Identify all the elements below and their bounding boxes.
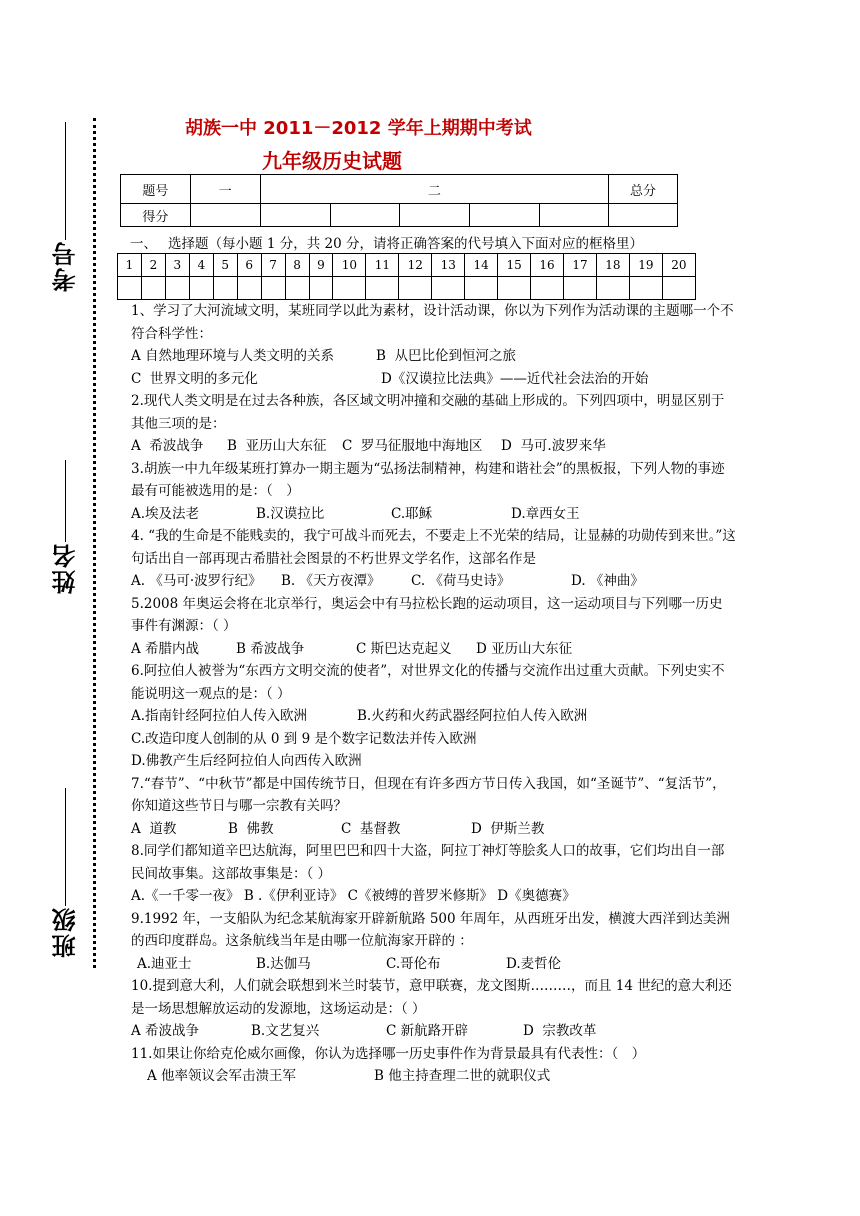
- answer-input-cell[interactable]: [141, 277, 165, 300]
- option-text[interactable]: B. 《天方夜潭》: [281, 573, 381, 589]
- question-stem: 7.“春节”、“中秋节”都是中国传统节日，但现在有许多西方节日传入我国，如“圣诞节”、“复活节”，你知道这些节日与哪一宗教有关吗？: [131, 775, 726, 814]
- question-stem: 8.同学们都知道辛巴达航海，阿里巴巴和四十大盗，阿拉丁神灯等脍炙人口的故事，它们均出自一部民间故事集。这部故事集是：（ ）: [131, 843, 725, 882]
- option-row: [131, 638, 736, 661]
- score-row-label: 得分: [121, 204, 191, 227]
- answer-input-cell[interactable]: [285, 277, 309, 300]
- option-text[interactable]: D 伊斯兰教: [471, 820, 545, 837]
- option-text[interactable]: D.章西女王: [511, 505, 580, 522]
- question-stem: 6.阿拉伯人被誉为“东西方文明交流的使者”，对世界文化的传播与交流作出过重大贡献。下列史实不能说明这一观点的是：（ ）: [131, 663, 725, 702]
- answer-number-cell: 12: [399, 254, 432, 277]
- answer-input-cell[interactable]: [189, 277, 213, 300]
- option-text[interactable]: B 亚历山大东征: [227, 438, 327, 454]
- answer-input-cell[interactable]: [213, 277, 237, 300]
- answer-input-cell[interactable]: [564, 277, 597, 300]
- answer-input-cell[interactable]: [629, 277, 662, 300]
- option-text[interactable]: D《汉谟拉比法典》——近代社会法治的开始: [381, 370, 649, 387]
- question-item: [131, 773, 736, 841]
- option-text[interactable]: A 他率领议会军击溃王军: [147, 1068, 297, 1084]
- answer-input-cell[interactable]: [399, 277, 432, 300]
- option-text[interactable]: D.佛教产生后经阿拉伯人向西传入欧洲: [131, 753, 362, 769]
- question-stem: 11.如果让你给克伦威尔画像，你认为选择哪一历史事件作为背景最具有代表性：（ ）: [131, 1045, 646, 1062]
- option-row: [131, 750, 736, 773]
- question-item: [131, 660, 736, 773]
- answer-input-cell[interactable]: [118, 277, 142, 300]
- answer-grid: [117, 253, 696, 300]
- answer-input-cell[interactable]: [333, 277, 366, 300]
- answer-number-cell: 6: [237, 254, 261, 277]
- option-text[interactable]: A 自然地理环境与人类文明的关系: [131, 348, 335, 364]
- option-text[interactable]: C 新航路开辟: [386, 1023, 469, 1039]
- exam-no-field: [40, 122, 90, 292]
- question-stem: 1、学习了大河流域文明，某班同学以此为素材，设计活动课，你以为下列作为活动课的主题哪一个不符合科学性：: [131, 303, 734, 342]
- option-text[interactable]: B.火药和火药武器经阿拉伯人传入欧洲: [357, 708, 588, 724]
- answer-number-cell: 1: [118, 254, 142, 277]
- question-item: [131, 840, 736, 908]
- option-text[interactable]: B.汉谟拉比: [256, 505, 325, 522]
- option-text[interactable]: B.文艺复兴: [251, 1023, 320, 1039]
- question-item: [131, 1043, 736, 1088]
- answer-number-cell: 4: [189, 254, 213, 277]
- answer-input-cell[interactable]: [261, 277, 285, 300]
- question-stem: 5.2008 年奥运会将在北京举行，奥运会中有马拉松长跑的运动项目，这一运动项目与下列哪一历史事件有渊源：（ ）: [131, 595, 723, 634]
- answer-input-cell[interactable]: [498, 277, 531, 300]
- question-item: [131, 593, 736, 661]
- option-row: [131, 435, 736, 458]
- score-cell[interactable]: [540, 204, 609, 227]
- score-table: [120, 174, 678, 227]
- answer-number-cell: 18: [596, 254, 629, 277]
- option-text[interactable]: A 希腊内战: [131, 640, 200, 657]
- option-text[interactable]: A.《一千零一夜》 B .《伊利亚诗》 C《被缚的普罗米修斯》 D《奥德赛》: [131, 888, 576, 904]
- name-label: 姓名: [51, 542, 80, 594]
- score-header-section2: 二: [260, 175, 608, 204]
- option-row: [131, 503, 736, 526]
- score-header-label: 题号: [121, 175, 191, 204]
- answer-number-cell: 11: [366, 254, 399, 277]
- exam-subtitle: 九年级历史试题: [262, 149, 402, 173]
- option-text[interactable]: D 宗教改革: [523, 1023, 597, 1039]
- answer-input-cell[interactable]: [366, 277, 399, 300]
- exam-title: 胡族一中 2011－2012 学年上期期中考试: [185, 118, 532, 139]
- exam-no-blank-line: [65, 122, 66, 240]
- option-text[interactable]: C 斯巴达克起义: [356, 640, 452, 657]
- answer-number-cell: 2: [141, 254, 165, 277]
- score-cell[interactable]: [330, 204, 400, 227]
- name-blank-line: [65, 460, 66, 542]
- name-field: [40, 460, 90, 594]
- class-label: 班级: [51, 906, 80, 958]
- answer-input-cell[interactable]: [662, 277, 695, 300]
- option-text[interactable]: A.指南针经阿拉伯人传入欧洲: [131, 708, 308, 724]
- answer-input-cell[interactable]: [531, 277, 564, 300]
- option-text[interactable]: C.哥伦布: [386, 955, 441, 972]
- option-text[interactable]: D 马可.波罗来华: [501, 438, 606, 454]
- option-row: [131, 885, 736, 908]
- question-stem: 10.提到意大利，人们就会联想到米兰时装节，意甲联赛，龙文图斯………，而且 14 世纪的意大利还是一场思想解放运动的发源地，这场运动是：（ ）: [131, 978, 732, 1017]
- score-cell[interactable]: [470, 204, 540, 227]
- question-list: [131, 300, 736, 1088]
- option-row: [131, 953, 736, 976]
- option-text[interactable]: B 从巴比伦到恒河之旅: [376, 348, 517, 364]
- score-header-section1: 一: [190, 175, 260, 204]
- question-item: [131, 300, 736, 390]
- answer-input-cell[interactable]: [309, 277, 333, 300]
- answer-number-cell: 14: [465, 254, 498, 277]
- answer-number-cell: 17: [564, 254, 597, 277]
- question-item: [131, 390, 736, 458]
- option-row: [131, 728, 736, 751]
- answer-number-cell: 5: [213, 254, 237, 277]
- option-text[interactable]: C.耶稣: [391, 505, 433, 522]
- option-text[interactable]: D 亚历山大东征: [476, 640, 573, 657]
- answer-input-cell[interactable]: [165, 277, 189, 300]
- answer-number-cell: 8: [285, 254, 309, 277]
- answer-number-cell: 19: [629, 254, 662, 277]
- answer-number-cell: 16: [531, 254, 564, 277]
- option-text[interactable]: D.麦哲伦: [506, 955, 562, 972]
- answer-input-cell[interactable]: [237, 277, 261, 300]
- score-cell[interactable]: [190, 204, 260, 227]
- question-stem: 3.胡族一中九年级某班打算办一期主题为“弘扬法制精神，构建和谐社会”的黑板报，下列人物的事迹最有可能被选用的是：（ ）: [131, 460, 725, 499]
- option-text[interactable]: B.达伽马: [256, 955, 311, 972]
- answer-number-cell: 3: [165, 254, 189, 277]
- option-text[interactable]: C.改造印度人创制的从 0 到 9 是个数字记数法并传入欧洲: [131, 730, 477, 747]
- option-text[interactable]: D. 《神曲》: [571, 573, 644, 589]
- answer-blank-row: [118, 277, 696, 300]
- section1-heading: 一、 选择题（每小题 1 分，共 20 分，请将正确答案的代号填入下面对应的框格里）: [130, 236, 643, 252]
- question-stem: 9.1992 年，一支船队为纪念某航海家开辟新航路 500 年周年，从西班牙出发，横渡大西洋到达美洲的西印度群岛。这条航线当年是由哪一位航海家开辟的 ：: [131, 910, 730, 949]
- answer-number-cell: 13: [432, 254, 465, 277]
- answer-input-cell[interactable]: [465, 277, 498, 300]
- score-cell[interactable]: [400, 204, 470, 227]
- option-text[interactable]: B 佛教: [228, 820, 274, 837]
- question-item: [131, 975, 736, 1043]
- answer-number-cell: 9: [309, 254, 333, 277]
- option-text[interactable]: B 他主持查理二世的就职仪式: [374, 1068, 551, 1084]
- exam-no-label: 考号: [51, 240, 80, 292]
- dotted-cut-line: [93, 118, 96, 968]
- option-text[interactable]: A.迪亚士: [137, 955, 192, 972]
- score-header-total: 总分: [609, 175, 678, 204]
- answer-number-cell: 10: [333, 254, 366, 277]
- score-cell[interactable]: [609, 204, 678, 227]
- answer-input-cell[interactable]: [432, 277, 465, 300]
- answer-number-cell: 15: [498, 254, 531, 277]
- option-row: [131, 570, 736, 593]
- class-blank-line: [65, 788, 66, 906]
- question-item: [131, 908, 736, 976]
- question-stem: 2.现代人类文明是在过去各种族，各区域文明冲撞和交融的基础上形成的。下列四项中，明显区别于其他三项的是：: [131, 393, 725, 432]
- class-field: [40, 788, 90, 958]
- option-text[interactable]: C. 《荷马史诗》: [411, 573, 511, 589]
- answer-number-row: [118, 254, 696, 277]
- option-text[interactable]: A 道教: [131, 820, 177, 837]
- option-text[interactable]: A. 《马可·波罗行纪》: [131, 573, 262, 589]
- score-cell[interactable]: [260, 204, 330, 227]
- question-item: [131, 525, 736, 593]
- option-row: [131, 1065, 736, 1088]
- answer-number-cell: 7: [261, 254, 285, 277]
- option-text[interactable]: C 罗马征服地中海地区: [342, 438, 483, 454]
- option-row: [131, 368, 736, 391]
- option-text[interactable]: A.埃及法老: [131, 505, 200, 522]
- option-text[interactable]: A 希波战争: [131, 438, 204, 454]
- option-text[interactable]: A 希波战争: [131, 1023, 200, 1039]
- answer-number-cell: 20: [662, 254, 695, 277]
- option-row: [131, 1020, 736, 1043]
- option-row: [131, 818, 736, 841]
- question-stem: 4. “我的生命是不能贱卖的，我宁可战斗而死去，不要走上不光荣的结局，让显赫的功勋传到来世。”这句话出自一部再现古希腊社会图景的不朽世界文学名作，这部名作是: [131, 528, 736, 567]
- binding-strip: [0, 0, 110, 1216]
- answer-input-cell[interactable]: [596, 277, 629, 300]
- option-text[interactable]: B 希波战争: [236, 640, 305, 657]
- option-text[interactable]: C 世界文明的多元化: [131, 370, 258, 387]
- option-text[interactable]: C 基督教: [341, 820, 401, 837]
- option-row: [131, 345, 736, 368]
- option-row: [131, 705, 736, 728]
- question-item: [131, 458, 736, 526]
